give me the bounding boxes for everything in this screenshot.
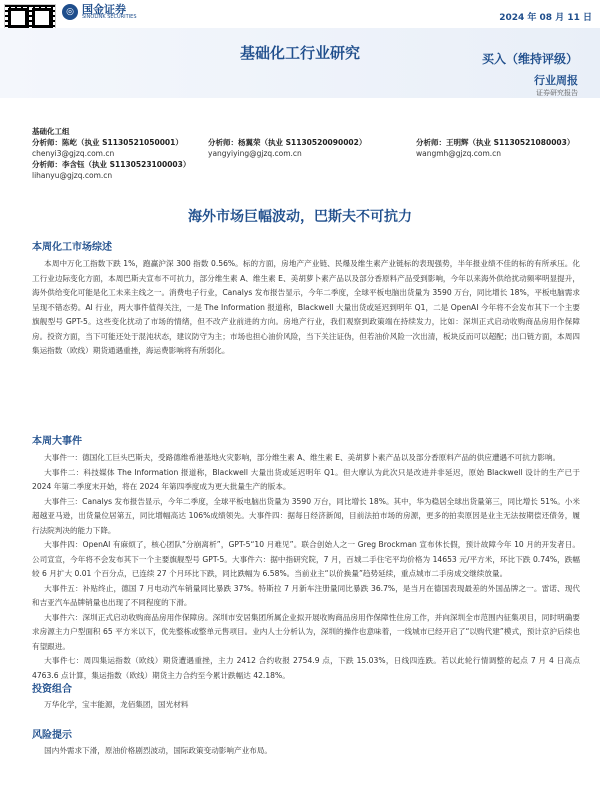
portfolio-text: 万华化学，宝丰能源，龙佰集团，国光材料 (44, 700, 189, 709)
risk-section (32, 726, 580, 759)
weekly-events-section (32, 432, 580, 683)
event-item: 大事件四：OpenAI 有麻烦了，核心团队“分崩离析”，GPT-5“10 月难见”。联合创始人之一 Greg Brockman 宣布休长假，预计故障今年 10 月的开发者日。公司宣宣，今年将不会发布其下一个主要旗舰型号 GPT-5。大事件六：据中指研究院，7 月，百城二手住宅平均价格为 14653 元/平方米，环比下跌 0.74%，跌幅较 6 月扩大 0.01 个百分点，已连续 27 个月环比下跌，同比跌幅为 6.58%。当前业主“以价换量”趋势延续，重点城市二手房成交继续放量。 (32, 540, 580, 578)
main-title: 海外市场巨幅波动，巴斯夫不可抗力 (188, 209, 412, 225)
event-item: 大事件五：补贴终止，德国 7 月电动汽车销量同比暴跌 37%。特斯拉 7 月新车注册量同比暴跌 36.7%，是当月在德国表现最差的外国品牌之一。雷诺、现代和吉亚汽车品牌销量也出现了不同程度的下滑。 (32, 583, 580, 607)
event-item: 大事件二：科技媒体 The Information 报道称，Blackwell 大量出货或延迟明年 Q1。但大摩认为此次只是改进并非延迟，原始 Blackwell 设计的生产已于 2024 年第二季度末开始，将在 2024 年第四季度成为更大批量生产的版本。 (32, 467, 580, 491)
event-item: 大事件一：德国化工巨头巴斯夫，受路德维希港基地火灾影响，部分维生素 A、维生素 E、美胡萝卜素产品以及部分香原料产品的供应遭遇不可抗力影响。 (44, 453, 561, 462)
report-date: 2024 年 08 月 11 日 (499, 13, 592, 23)
overview-heading: 本周化工市场综述 (32, 242, 112, 253)
analyst-2: 分析师：杨翼荣（执业 S1130520090002） yangyiying@gjzq.com.cn (208, 138, 367, 158)
portfolio-section (32, 680, 580, 713)
overview-text: 本周中万化工指数下跌 1%，跑赢沪深 300 指数 0.56%。标的方面，房地产产业链、民爆及维生素产业链标的表现强势，半年报业绩不佳的标的有所承压。化工行业边际变化方面，本周巴斯夫宣布不可抗力，部分维生素 A、维生素 E、美胡萝卜素产品以及部分香原料产品受到影响，今年以来海外供给扰动频率明显提升，海外供给变化可能是化工未来主线之一。消费电子行业，Canalys 发布报告显示，今年二季度，全球平板电脑出货量为 3590 万台，同比增长 18%，平板电脑需求呈现不错态势。AI 行业，两大事件值得关注，一是 The Information 报道称，Blackwell 大量出货或延迟到明年 Q1，二是 OpenAI 今年将不会发布其下一个主要旗舰型号 GPT-5。这些变化扰动了市场的情绪，但不改产业前进的方向。房地产行业，我们观察到政策端在持续发力，比如：深圳正式启动收购商品房用作保障房。投资方面，当下可能还处于混沌状态，建议防守为主；市场也担心油价风险，当下关注证伪，但若油价风险一次出清，板块反而可以超配；出口链方面，本周四集运指数（欧线）期货通遇重挫，海运费影响将有所弱化。 (32, 259, 580, 355)
analyst-4: 分析师：李含钰（执业 S1130523100003） lihanyu@gjzq.com.cn (32, 160, 191, 180)
company-logo (62, 4, 137, 20)
events-heading: 本周大事件 (32, 436, 82, 447)
analyst-team (32, 126, 600, 181)
event-item: 大事件三：Canalys 发布报告显示，今年二季度，全球平板电脑出货量为 3590 万台，同比增长 18%。其中，华为稳居全球出货量第三，同比增长 51%。小米超越亚马逊，出货量位居第五，同比增幅高达 106%成绩领先。大事件四：据每日经济新闻，目前法拍市场的房源，更多的拍卖原因是业主无法按期偿还债务，履行法院判决的能力下降。 (32, 496, 580, 535)
logo-icon: ◎ (62, 4, 78, 20)
analyst-3: 分析师：王明辉（执业 S1130521080003） wangmh@gjzq.com.cn (416, 138, 575, 158)
analyst-1: 分析师：陈屹（执业 S1130521050001） chenyi3@gjzq.com.cn (32, 138, 183, 158)
report-sub: 证券研究报告 (536, 89, 578, 97)
risk-text: 国内外需求下滑，原油价格剧烈波动，国际政策变动影响产业布局。 (44, 746, 272, 755)
portfolio-heading: 投资组合 (32, 684, 72, 695)
market-overview-section (32, 238, 580, 359)
report-title: 基础化工行业研究 (239, 44, 360, 62)
team-title: 基础化工组 (32, 127, 70, 136)
logo-cn: 国金证券 (82, 3, 126, 16)
logo-en: SINOLINK SECURITIES (82, 14, 137, 20)
rating: 买入（维持评级） (481, 52, 578, 66)
header-banner (0, 28, 600, 98)
risk-heading: 风险提示 (32, 730, 72, 741)
event-item: 大事件七：周四集运指数（欧线）期货遭遇重挫，主力 2412 合约收报 2754.9 点，下跌 15.03%，日线四连跌。若以此轮行情调整的起点 7 月 4 日高点 4763.6 点计算，集运指数（欧线）期货主力合约至今累计跌幅达 42.18%。 (32, 656, 580, 680)
report-kind: 行业周报 (534, 74, 578, 87)
event-item: 大事件六：深圳正式启动收购商品房用作保障房。深圳市安居集团所属企业拟开展收购商品房用作保障性住房工作，并向深圳全市范围内征集项目，同时明确要求房源主力户型面积 65 平方米以下，优先整栋或整单元售项目。业内人士分析认为，深圳的操作也意味着，一线城市已经开启了“以购代建”模式，预计京沪后续也有望跟进。 (32, 612, 580, 651)
